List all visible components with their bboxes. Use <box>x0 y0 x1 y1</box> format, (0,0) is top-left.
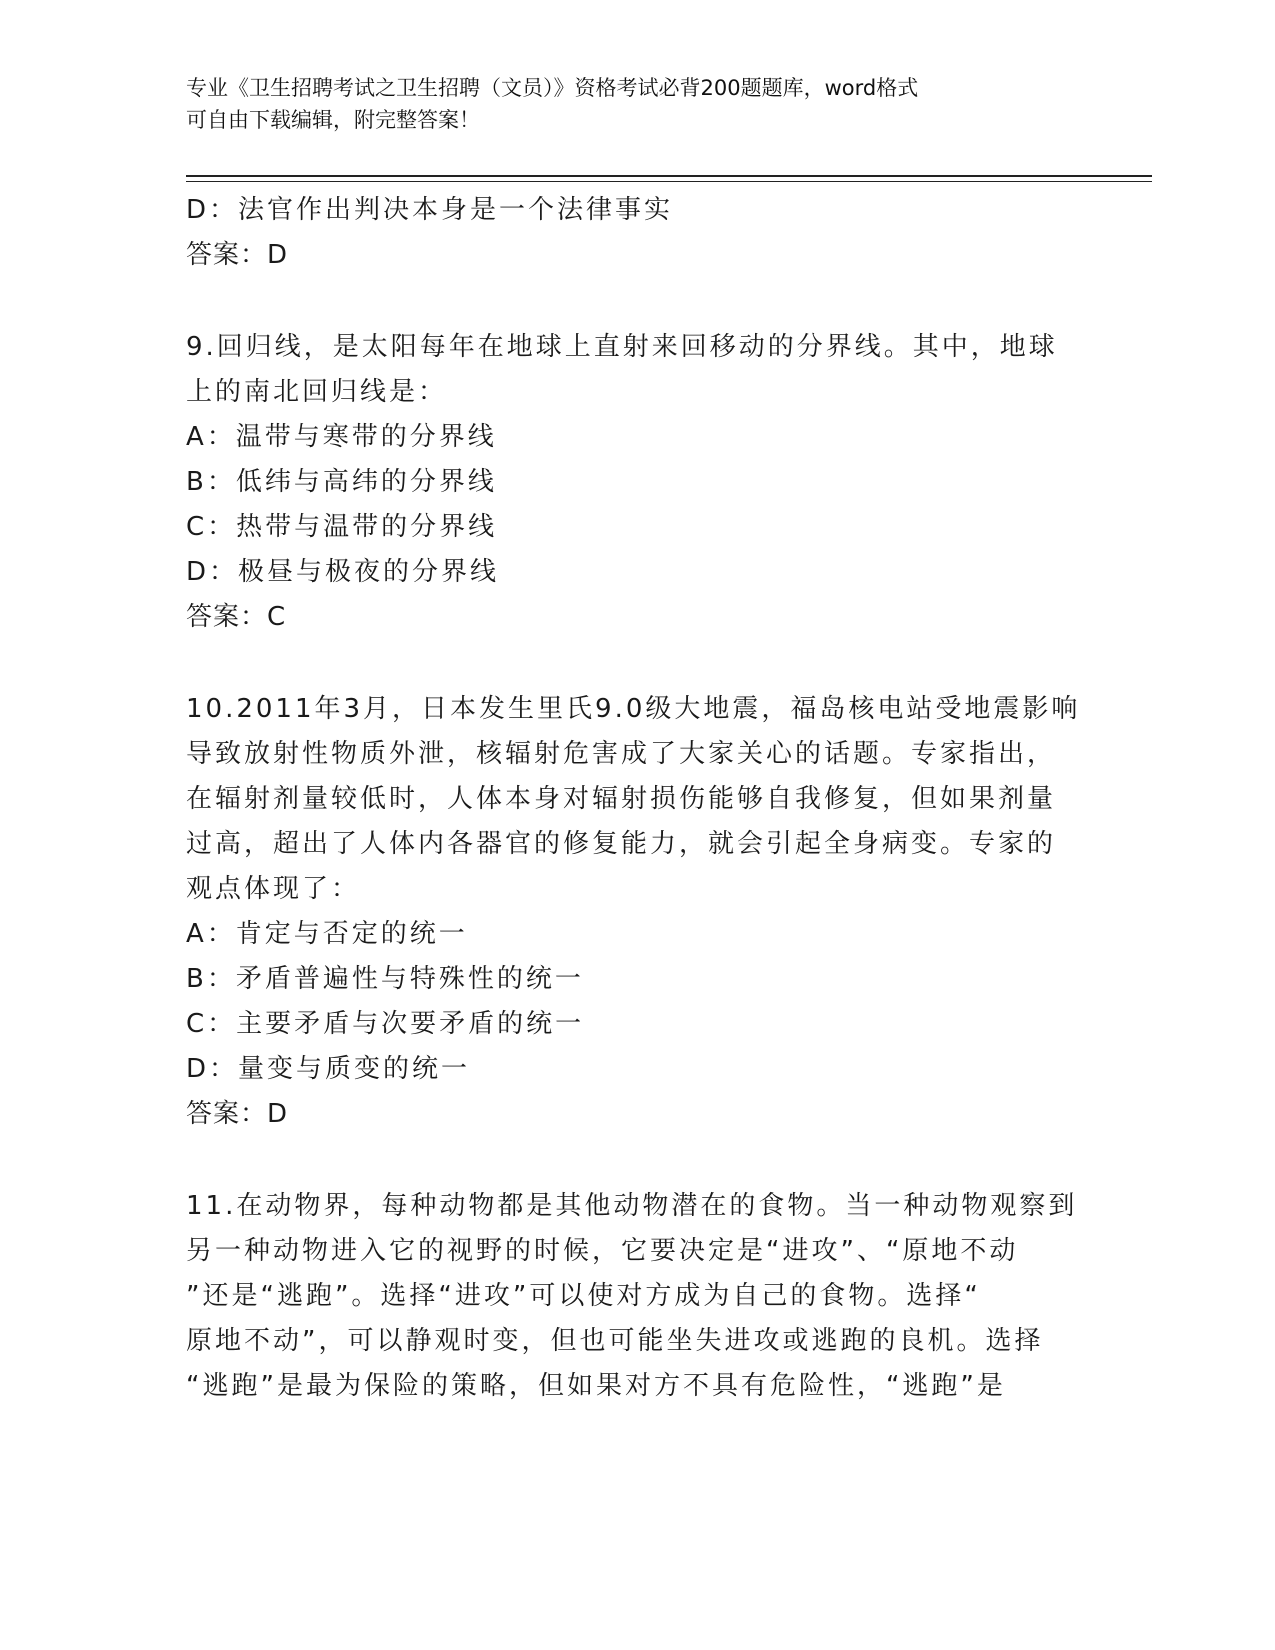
option-b: B：矛盾普遍性与特殊性的统一 <box>186 964 584 994</box>
question-10 <box>186 687 1096 1137</box>
option-a: A：温带与寒带的分界线 <box>186 422 497 452</box>
question-text-line: 原地不动”，可以静观时变，但也可能坐失进攻或逃跑的良机。选择 <box>186 1326 1044 1356</box>
header-line-2: 可自由下载编辑，附完整答案！ <box>186 108 480 132</box>
option-d: D：极昼与极夜的分界线 <box>186 557 500 587</box>
option-b: B：低纬与高纬的分界线 <box>186 467 497 497</box>
question-text-line: 另一种动物进入它的视野的时候，它要决定是“进攻”、“原地不动 <box>186 1236 1019 1266</box>
question-text-line: 导致放射性物质外泄，核辐射危害成了大家关心的话题。专家指出， <box>186 739 1057 769</box>
question-text-line: 9.回归线，是太阳每年在地球上直射来回移动的分界线。其中，地球 <box>186 332 1058 362</box>
answer: 答案：D <box>186 1099 289 1129</box>
question-8 <box>186 188 1096 278</box>
question-text-line: 过高，超出了人体内各器官的修复能力，就会引起全身病变。专家的 <box>186 829 1057 859</box>
document-header <box>186 72 1086 136</box>
header-rule-thin <box>186 181 1152 182</box>
question-text-line: 10.2011年3月，日本发生里氏9.0级大地震，福岛核电站受地震影响 <box>186 694 1081 724</box>
question-text-line: 11.在动物界，每种动物都是其他动物潜在的食物。当一种动物观察到 <box>186 1191 1078 1221</box>
option-d: D：法官作出判决本身是一个法律事实 <box>186 195 674 225</box>
header-rule-thick <box>186 175 1152 177</box>
question-11 <box>186 1184 1096 1409</box>
question-text-line: 观点体现了： <box>186 874 361 904</box>
question-text-line: 上的南北回归线是： <box>186 377 448 407</box>
question-text-line: ”还是“逃跑”。选择“进攻”可以使对方成为自己的食物。选择“ <box>186 1281 981 1311</box>
option-c: C：主要矛盾与次要矛盾的统一 <box>186 1009 585 1039</box>
answer: 答案：D <box>186 240 289 270</box>
answer: 答案：C <box>186 602 287 632</box>
header-line-1: 专业《卫生招聘考试之卫生招聘（文员）》资格考试必背200题题库，word格式 <box>186 76 919 100</box>
question-text-line: 在辐射剂量较低时，人体本身对辐射损伤能够自我修复，但如果剂量 <box>186 784 1057 814</box>
question-9 <box>186 325 1096 640</box>
question-text-line: “逃跑”是最为保险的策略，但如果对方不具有危险性，“逃跑”是 <box>186 1371 1006 1401</box>
option-c: C：热带与温带的分界线 <box>186 512 498 542</box>
option-a: A：肯定与否定的统一 <box>186 919 468 949</box>
option-d: D：量变与质变的统一 <box>186 1054 471 1084</box>
document-body <box>186 188 1096 1409</box>
